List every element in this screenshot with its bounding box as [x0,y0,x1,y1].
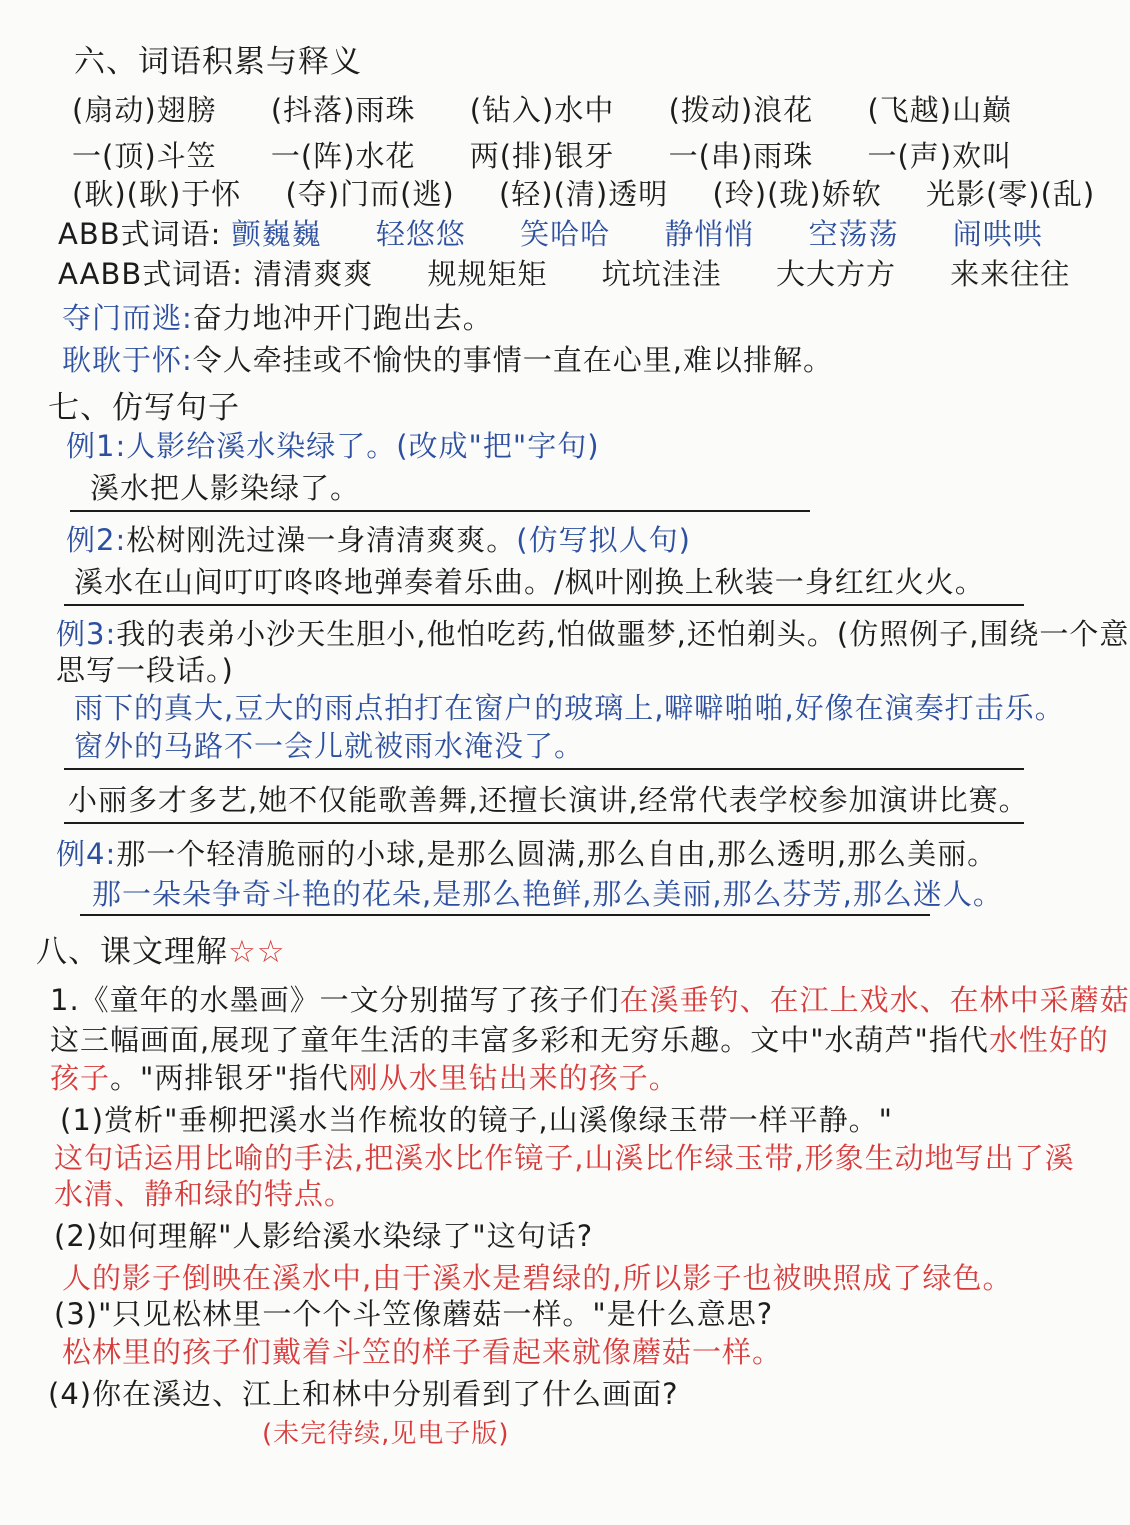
example-text: 我的表弟小沙天生胆小,他怕吃药,怕做噩梦,还怕剃头。(仿照例子,围绕一个意 [116,617,1130,651]
definition-text: 令人牵挂或不愉快的事情一直在心里,难以排解。 [192,343,834,377]
example-3-line-1 [56,616,1129,652]
section8-title: 八、课文理解 [36,934,228,970]
aabb-word: 来来往往 [950,257,1071,291]
definition-2 [62,342,833,378]
aabb-word: 清清爽爽 [253,257,374,291]
word-item: 一(串)雨珠 [668,139,814,173]
question-text: 。"两排银牙"指代 [110,1061,349,1095]
example-text: 松树刚洗过澡一身清清爽爽。 [126,523,517,557]
definition-text: 奋力地冲开门跑出去。 [192,301,493,335]
question-text: 1.《童年的水墨画》一文分别描写了孩子们 [50,983,620,1017]
abb-label: ABB式词语: [58,217,222,251]
aabb-word: 坑坑洼洼 [601,257,722,291]
aabb-label: AABB式词语: [58,257,244,291]
answer-4: 那一朵朵争奇斗艳的花朵,是那么艳鲜,那么美丽,那么芬芳,那么迷人。 [92,877,1003,911]
definition-term: 夺门而逃: [62,301,193,335]
answer-underline [64,604,1024,606]
abb-line [58,216,1043,252]
sub-question-1: (1)赏析"垂柳把溪水当作梳妆的镜子,山溪像绿玉带一样平静。" [60,1103,893,1137]
abb-word: 轻悠悠 [375,217,466,251]
section6-heading: 六、词语积累与释义 [74,44,362,80]
example-4 [56,836,997,872]
sub-question-3: (3)"只见松林里一个个斗笠像蘑菇一样。"是什么意思? [54,1297,774,1331]
answer-text: 孩子 [50,1061,111,1095]
continued-note: (未完待续,见电子版) [262,1419,510,1449]
sub-question-2: (2)如何理解"人影给溪水染绿了"这句话? [54,1219,594,1253]
answer-underline [70,510,810,512]
word-row-3 [72,176,1095,212]
word-item: (轻)(清)透明 [498,177,669,211]
word-item: (抖落)雨珠 [270,93,416,127]
word-item: 一(声)欢叫 [867,139,1013,173]
word-item: (夺)门而(逃) [285,177,455,211]
word-row-1 [72,92,1012,128]
example-2 [66,522,691,558]
aabb-word: 规规矩矩 [427,257,548,291]
word-item: 一(阵)水花 [270,139,416,173]
answer-underline [80,914,930,916]
sub-answer-1-line-1: 这句话运用比喻的手法,把溪水比作镜子,山溪比作绿玉带,形象生动地写出了溪 [54,1141,1075,1175]
word-item: (拨动)浪花 [668,93,814,127]
sub-answer-1-line-2: 水清、静和绿的特点。 [54,1177,355,1211]
abb-word: 空荡荡 [808,217,899,251]
word-item: (玲)(珑)娇软 [712,177,882,211]
definition-1 [62,300,493,336]
abb-word: 闹哄哄 [952,217,1043,251]
abb-word: 笑哈哈 [520,217,611,251]
word-item: (钻入)水中 [469,93,615,127]
word-row-2 [72,138,1012,174]
sub-answer-2: 人的影子倒映在溪水中,由于溪水是碧绿的,所以影子也被映照成了绿色。 [62,1261,1013,1295]
section8-heading [36,934,286,970]
word-item: (耿)(耿)于怀 [72,177,242,211]
question-1-line-2 [50,1022,1109,1058]
answer-text: 在溪垂钓、在江上戏水、在林中采蘑菇 [619,983,1130,1017]
answer-1: 溪水把人影染绿了。 [90,471,361,505]
example-label: 例3: [56,617,117,651]
definition-term: 耿耿于怀: [62,343,193,377]
aabb-word: 大大方方 [775,257,896,291]
example-1: 例1:人影给溪水染绿了。(改成"把"字句) [66,429,600,463]
word-item: 两(排)银牙 [469,139,615,173]
sub-answer-3: 松林里的孩子们戴着斗笠的样子看起来就像蘑菇一样。 [62,1335,783,1369]
answer-2: 溪水在山间叮叮咚咚地弹奏着乐曲。/枫叶刚换上秋装一身红红火火。 [74,565,985,599]
example-note: (仿写拟人句) [516,523,691,557]
answer-3-line-3: 小丽多才多艺,她不仅能歌善舞,还擅长演讲,经常代表学校参加演讲比赛。 [68,783,1029,817]
word-item: 一(顶)斗笠 [72,139,217,173]
example-label: 例2: [66,523,127,557]
answer-underline [64,768,1024,770]
example-3-line-2: 思写一段话。) [56,653,234,687]
abb-word: 静悄悄 [664,217,755,251]
word-item: (扇动)翅膀 [72,93,217,127]
question-1-line-1 [50,982,1130,1018]
word-item: (飞越)山巅 [867,93,1013,127]
answer-underline [64,822,1024,824]
abb-word: 颤巍巍 [231,217,322,251]
example-label: 例4: [56,837,117,871]
answer-3-line-2: 窗外的马路不一会儿就被雨水淹没了。 [74,729,585,763]
section7-heading: 七、仿写句子 [48,390,240,426]
question-1-line-3 [50,1060,679,1096]
sub-question-4: (4)你在溪边、江上和林中分别看到了什么画面? [48,1377,679,1411]
word-item: 光影(零)(乱) [925,177,1096,211]
star-icon: ☆☆ [228,934,286,970]
answer-text: 刚从水里钻出来的孩子。 [348,1061,679,1095]
answer-3-line-1: 雨下的真大,豆大的雨点拍打在窗户的玻璃上,噼噼啪啪,好像在演奏打击乐。 [74,691,1065,725]
aabb-line [58,256,1070,292]
question-text: 这三幅画面,展现了童年生活的丰富多彩和无穷乐趣。文中"水葫芦"指代 [50,1023,989,1057]
answer-text: 水性好的 [988,1023,1109,1057]
example-text: 那一个轻清脆丽的小球,是那么圆满,那么自由,那么透明,那么美丽。 [116,837,998,871]
